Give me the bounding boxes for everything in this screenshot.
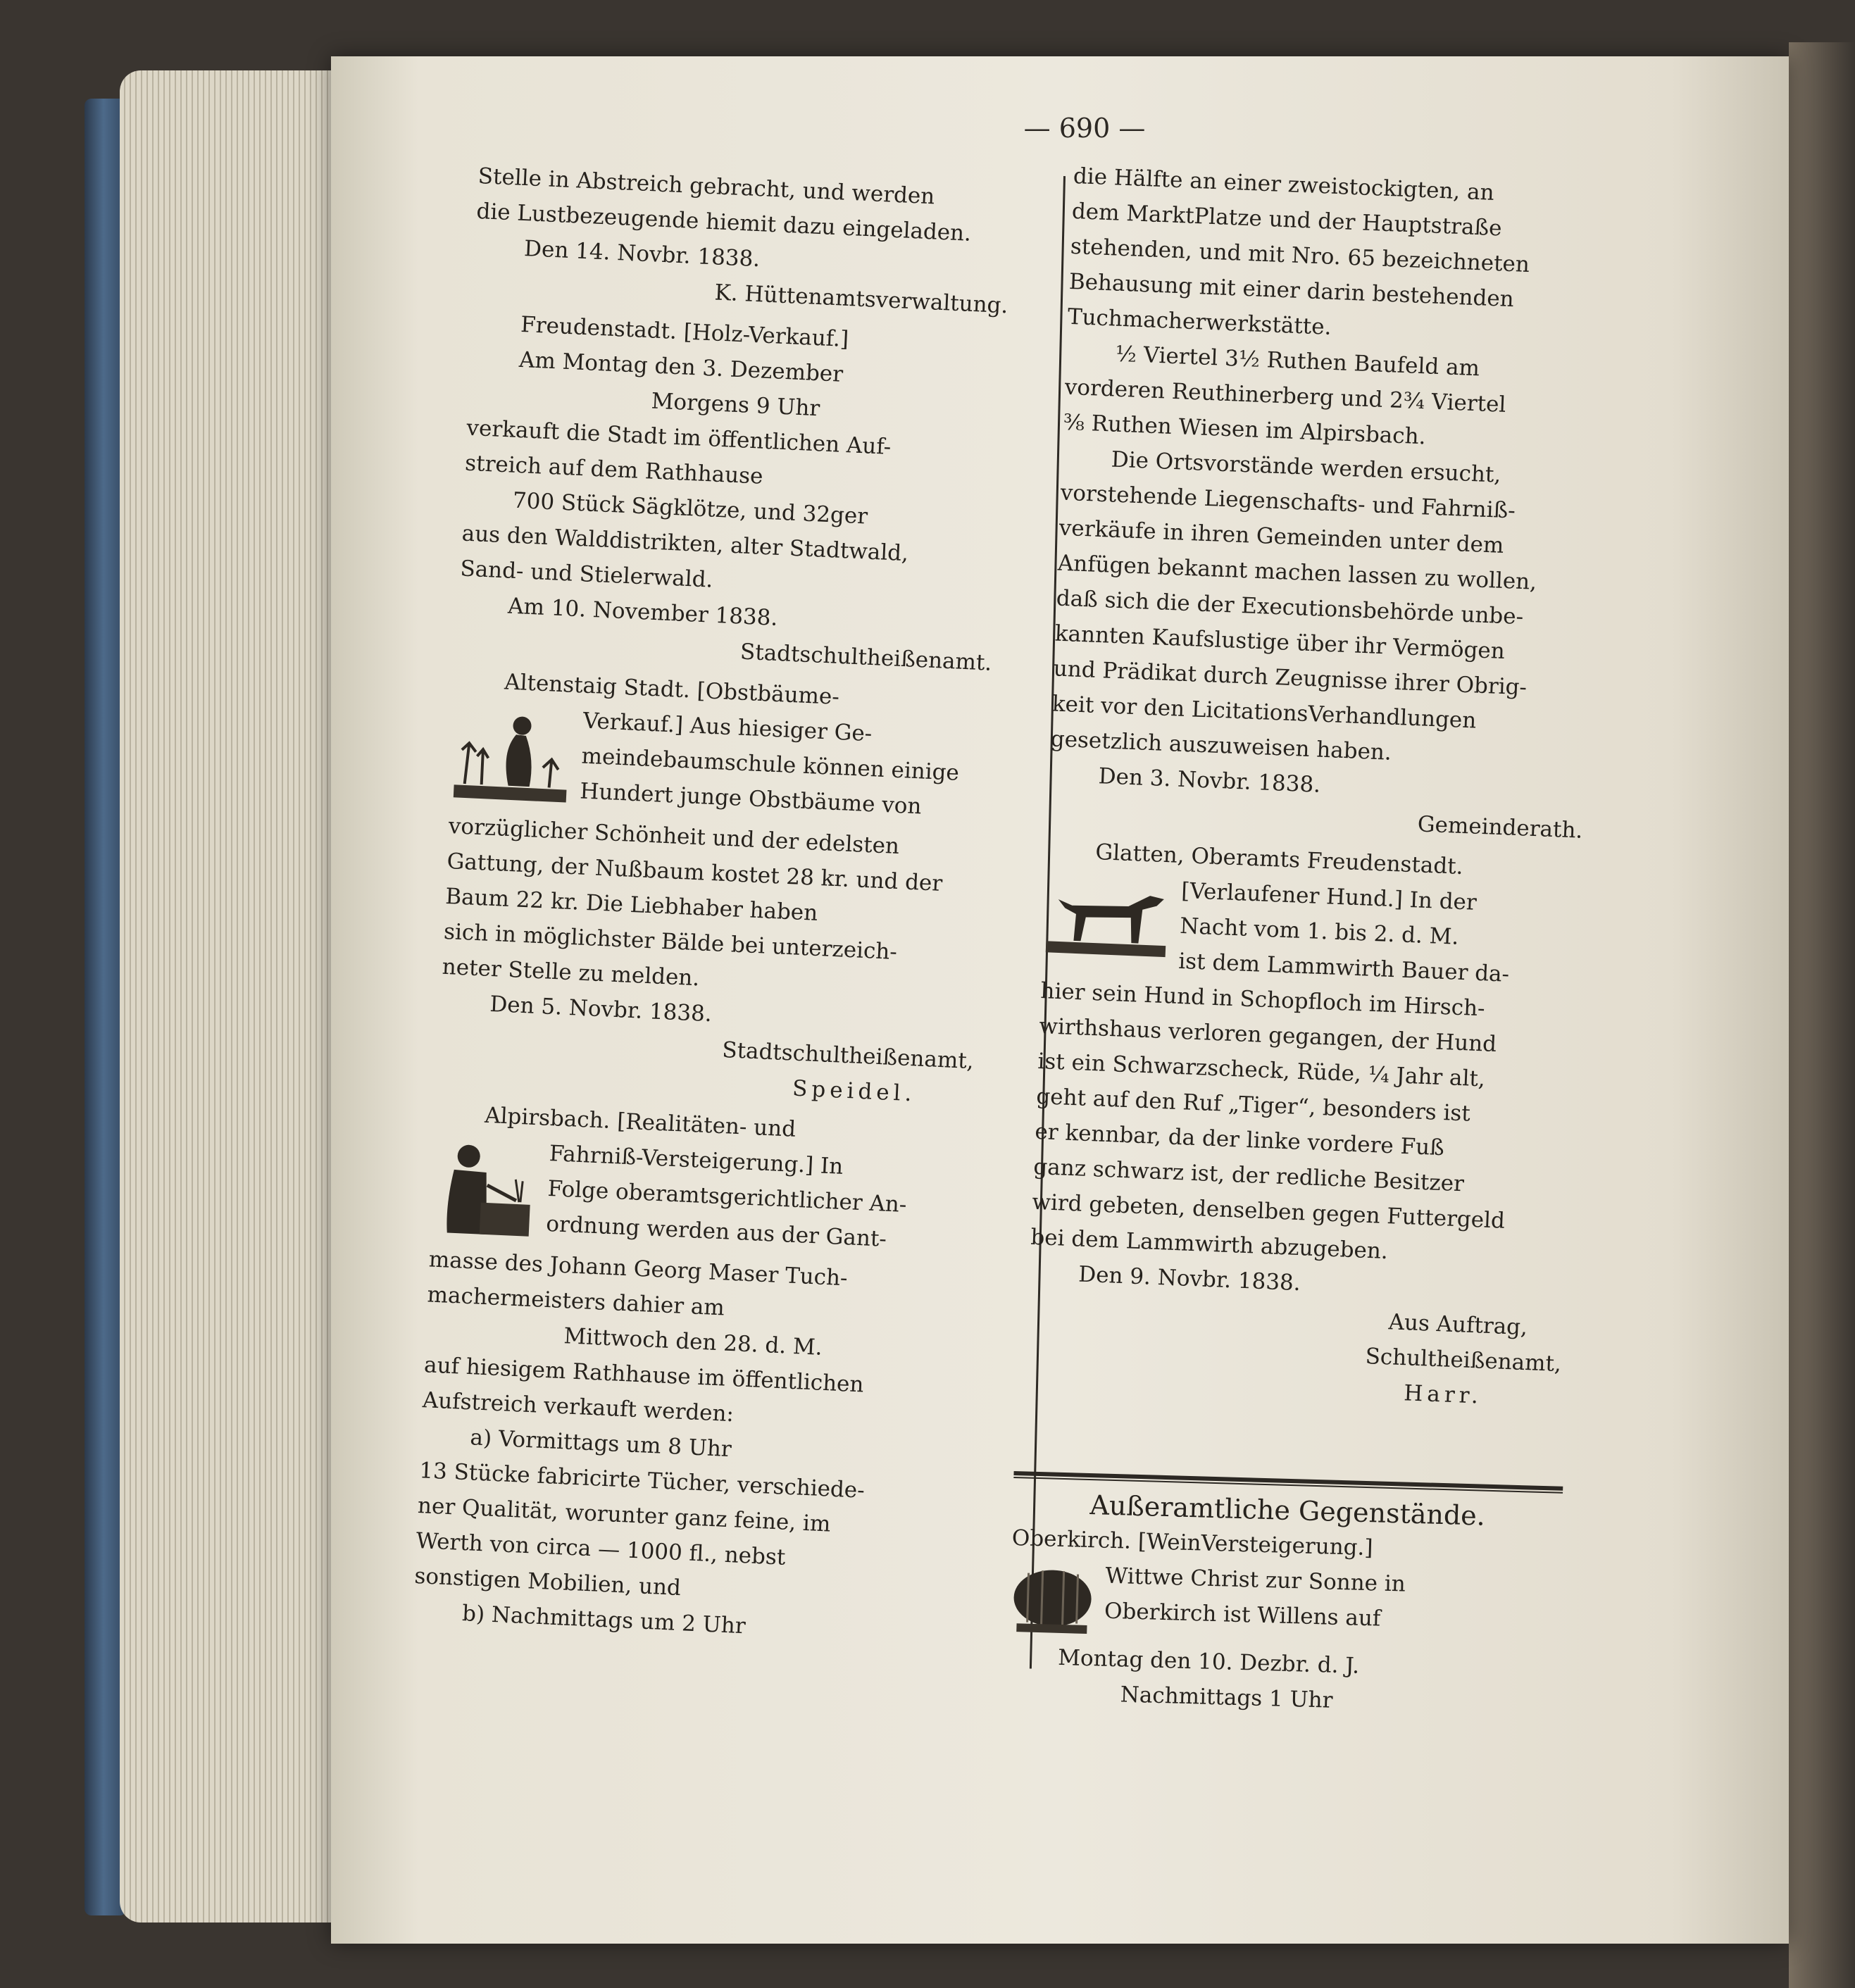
text-line: ist dem Lammwirth Bauer da- [1178, 948, 1510, 987]
notice-signature: Gemeinderath. [1417, 811, 1583, 844]
notice-signature: Schultheißenamt, [1365, 1343, 1562, 1377]
text-line: neter Stelle zu melden. [442, 954, 701, 992]
text-line: dem MarktPlatze und der Hauptstraße [1071, 198, 1503, 242]
text-line: Die Ortsvorstände werden ersucht, [1111, 446, 1501, 488]
signatory-name: Harr. [1403, 1380, 1483, 1409]
wine-barrel-woodcut-icon [1009, 1558, 1096, 1638]
text-line: vorstehende Liegenschafts- und Fahrniß- [1060, 480, 1516, 524]
text-line: Gattung, der Nußbaum kostet 28 kr. und der [446, 848, 943, 896]
section-title: Außeramtliche Gegenstände. [1089, 1489, 1486, 1532]
page-number: — 690 — [1023, 113, 1146, 144]
text-line: Hundert junge Obstbäume von [579, 778, 923, 820]
notice-date: Am 10. November 1838. [507, 593, 779, 631]
text-line: 13 Stücke fabricirte Tücher, verschiede- [418, 1458, 866, 1503]
text-line: vorderen Reuthinerberg und 2¾ Viertel [1064, 374, 1507, 418]
text-line: masse des Johann Georg Maser Tuch- [428, 1246, 849, 1292]
text-line: ½ Viertel 3½ Ruthen Baufeld am [1115, 341, 1480, 382]
text-line: Aufstreich verkauft werden: [422, 1387, 735, 1427]
text-line: kannten Kaufslustige über ihr Vermögen [1054, 620, 1506, 665]
text-line: Am Montag den 3. Dezember [518, 346, 844, 387]
notice-date: Den 3. Novbr. 1838. [1098, 763, 1321, 798]
text-line: und Prädikat durch Zeugnisse ihrer Obrig- [1053, 656, 1528, 701]
notice-date: Den 14. Novbr. 1838. [523, 236, 761, 273]
text-line: Anfügen bekannt machen lassen zu wollen, [1057, 550, 1537, 595]
text-line: geht auf den Ruf „Tiger“, besonders ist [1035, 1083, 1471, 1127]
text-line: Sand- und Stielerwald. [459, 556, 714, 593]
left-column [412, 158, 1013, 1653]
text-line: ordnung werden aus der Gant- [545, 1211, 887, 1252]
text-line: [Verlaufener Hund.] In der [1180, 877, 1478, 915]
text-line: ganz schwarz ist, der redliche Besitzer [1032, 1154, 1465, 1197]
text-line: machermeisters dahier am [426, 1282, 725, 1321]
text-line: Baum 22 kr. Die Liebhaber haben [444, 883, 818, 926]
text-line: streich auf dem Rathhause [464, 450, 764, 489]
page-edges [120, 70, 338, 1923]
extra-official-section [1007, 1461, 1563, 1725]
text-line: Werth von circa — 1000 fl., nebst [416, 1527, 787, 1570]
text-line: stehenden, und mit Nro. 65 bezeichneten [1070, 233, 1530, 278]
text-line: verkauft die Stadt im öffentlichen Auf- [466, 415, 892, 460]
text-line: vorzüglicher Schönheit und der edelsten [448, 813, 900, 860]
notice-date: Den 5. Novbr. 1838. [489, 991, 713, 1027]
text-line: 700 Stück Sägklötze, und 32ger [512, 487, 868, 530]
notice-heading: Oberkirch. [WeinVersteigerung.] [1011, 1525, 1373, 1561]
text-line: Wittwe Christ zur Sonne in [1105, 1563, 1406, 1597]
text-line: Oberkirch ist Willens auf [1104, 1598, 1381, 1632]
notice-date: Den 9. Novbr. 1838. [1078, 1261, 1301, 1296]
text-line: hier sein Hund in Schopfloch im Hirsch- [1039, 978, 1486, 1022]
text-line: verkäufe in ihren Gemeinden unter dem [1058, 515, 1505, 558]
text-line: ⅜ Ruthen Wiesen im Alpirsbach. [1063, 409, 1427, 450]
right-page-edge [1789, 42, 1855, 1988]
text-line: Verkauf.] Aus hiesiger Ge- [582, 708, 873, 747]
text-line: wirthshaus verloren gegangen, der Hund [1038, 1013, 1497, 1058]
notice-signature: Stadtschultheißenamt, [721, 1037, 975, 1075]
text-line: Morgens 9 Uhr [650, 388, 821, 422]
text-line: daß sich die der Executionsbehörde unbe- [1056, 585, 1524, 630]
text-line: Montag den 10. Dezbr. d. J. [1057, 1644, 1360, 1679]
text-line: sonstigen Mobilien, und [413, 1563, 682, 1601]
text-line: ner Qualität, worunter ganz feine, im [417, 1493, 832, 1537]
text-line: auf hiesigem Rathhause im öffentlichen [423, 1352, 865, 1398]
notice-heading: Glatten, Oberamts Freudenstadt. [1094, 839, 1464, 880]
text-line: Tuchmacherwerkstätte. [1067, 304, 1332, 340]
text-line: Stelle in Abstreich gebracht, und werden [477, 163, 935, 210]
signatory-name: Speidel. [792, 1075, 917, 1107]
gardener-woodcut-icon [449, 700, 574, 811]
right-column [1024, 158, 1609, 1417]
notice-signature: Stadtschultheißenamt. [739, 639, 993, 676]
notice-heading: Altenstaig Stadt. [Obstbäume- [504, 669, 840, 710]
dog-woodcut-icon [1042, 870, 1173, 960]
notice-signature: Aus Auftrag, [1387, 1309, 1528, 1341]
notice-signature: K. Hüttenamtsverwaltung. [713, 280, 1009, 319]
text-line: a) Vormittags um 8 Uhr [469, 1425, 732, 1463]
text-line: Nacht vom 1. bis 2. d. M. [1179, 913, 1460, 950]
text-line: wird gebeten, denselben gegen Futtergeld [1031, 1189, 1506, 1234]
text-line: meindebaumschule können einige [580, 743, 960, 786]
text-line: keit vor den LicitationsVerhandlungen [1051, 691, 1477, 734]
text-line: die Hälfte an einer zweistockigten, an [1073, 163, 1495, 206]
text-line: aus den Walddistrikten, alter Stadtwald, [461, 520, 909, 567]
auctioneer-woodcut-icon [430, 1134, 540, 1244]
text-line: ist ein Schwarzscheck, Rüde, ¼ Jahr alt, [1037, 1048, 1486, 1092]
text-line: er kennbar, da der linke vordere Fuß [1034, 1118, 1445, 1161]
text-line: die Lustbezeugende hiemit dazu eingeladen. [475, 198, 972, 246]
text-line: Mittwoch den 28. d. M. [563, 1323, 823, 1361]
text-line: bei dem Lammwirth abzugeben. [1030, 1224, 1389, 1265]
text-line: sich in möglichster Bälde bei unterzeich- [443, 918, 898, 965]
notice-heading: Freudenstadt. [Holz-Verkauf.] [520, 311, 849, 353]
notice-heading: Alpirsbach. [Realitäten- und [484, 1102, 797, 1142]
text-line: Folge oberamtsgerichtlicher An- [546, 1175, 908, 1218]
text-line: b) Nachmittags um 2 Uhr [461, 1601, 747, 1639]
text-line: Behausung mit einer darin bestehenden [1068, 268, 1515, 313]
text-line: Nachmittags 1 Uhr [1120, 1682, 1333, 1713]
text-line: Fahrniß-Versteigerung.] In [549, 1141, 844, 1180]
text-line: gesetzlich auszuweisen haben. [1050, 726, 1392, 765]
